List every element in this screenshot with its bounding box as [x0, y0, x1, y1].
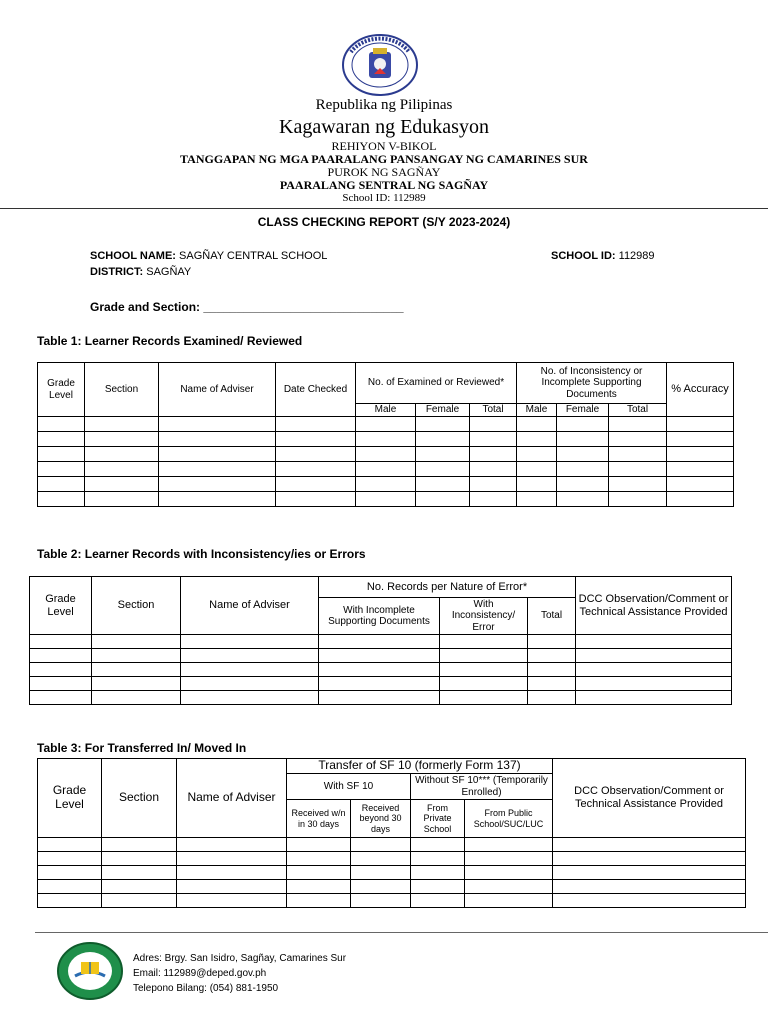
t1-cell[interactable] — [159, 447, 276, 462]
t1-cell[interactable] — [517, 417, 557, 432]
grade-section-field: Grade and Section: ______________________________ — [90, 300, 404, 314]
t1-cell[interactable] — [470, 462, 517, 477]
t1-female-header: Female — [416, 404, 470, 417]
t1-cell[interactable] — [85, 462, 159, 477]
t3-from-private-header: From Private School — [411, 800, 465, 838]
t1-total-header: Total — [470, 404, 517, 417]
t1-cell[interactable] — [557, 417, 609, 432]
t3-section-header: Section — [102, 759, 177, 838]
department-name: Kagawaran ng Edukasyon — [279, 116, 489, 138]
t2-cell[interactable] — [528, 649, 576, 663]
t3-row — [38, 866, 746, 880]
footer-contact — [133, 951, 346, 996]
t2-cell[interactable] — [576, 663, 732, 677]
t1-date-checked-header: Date Checked — [276, 363, 356, 417]
t1-cell[interactable] — [276, 477, 356, 492]
t3-cell[interactable] — [287, 880, 351, 894]
t1-row — [38, 477, 734, 492]
school-id-label: SCHOOL ID: — [551, 250, 616, 262]
t1-cell[interactable] — [557, 432, 609, 447]
t1-cell[interactable] — [38, 462, 85, 477]
t1-cell[interactable] — [159, 417, 276, 432]
t1-cell[interactable] — [470, 417, 517, 432]
table1 — [37, 362, 734, 507]
t2-cell[interactable] — [92, 677, 181, 691]
t3-cell[interactable] — [177, 866, 287, 880]
table3-caption: Table 3: For Transferred In/ Moved In — [37, 741, 247, 755]
t2-cell[interactable] — [440, 691, 528, 705]
t1-cell[interactable] — [609, 417, 667, 432]
t1-cell[interactable] — [470, 432, 517, 447]
school-id-line: School ID: 112989 — [342, 192, 426, 204]
t1-cell[interactable] — [159, 432, 276, 447]
t1-cell[interactable] — [667, 477, 734, 492]
t2-cell[interactable] — [30, 663, 92, 677]
t1-cell[interactable] — [517, 447, 557, 462]
t3-adviser-header: Name of Adviser — [177, 759, 287, 838]
t3-cell[interactable] — [553, 880, 746, 894]
t2-grade-level-header: Grade Level — [30, 577, 92, 635]
t1-cell[interactable] — [85, 492, 159, 507]
t3-cell[interactable] — [465, 852, 553, 866]
t1-total-header-2: Total — [609, 404, 667, 417]
district-field — [90, 266, 191, 278]
t1-cell[interactable] — [667, 462, 734, 477]
t2-cell[interactable] — [440, 677, 528, 691]
t3-cell[interactable] — [553, 894, 746, 908]
t3-cell[interactable] — [177, 838, 287, 852]
t3-cell[interactable] — [411, 866, 465, 880]
t3-from-public-header: From Public School/SUC/LUC — [465, 800, 553, 838]
t2-inconsistency-header: With Inconsistency/ Error — [440, 598, 528, 635]
t3-row — [38, 894, 746, 908]
republic-line: Republika ng Pilipinas — [315, 97, 453, 113]
t1-cell[interactable] — [470, 492, 517, 507]
t2-cell[interactable] — [528, 663, 576, 677]
t2-cell[interactable] — [92, 649, 181, 663]
t3-cell[interactable] — [465, 894, 553, 908]
office-line: TANGGAPAN NG MGA PAARALANG PANSANGAY NG CAMARINES SUR — [180, 152, 588, 166]
t1-cell[interactable] — [557, 462, 609, 477]
school-logo — [57, 942, 123, 1000]
t3-cell[interactable] — [102, 880, 177, 894]
footer-email: Email: 112989@deped.gov.ph — [133, 968, 267, 979]
t3-cell[interactable] — [465, 838, 553, 852]
report-title: CLASS CHECKING REPORT (S/Y 2023-2024) — [257, 215, 511, 229]
t2-cell[interactable] — [181, 635, 319, 649]
t1-cell[interactable] — [416, 477, 470, 492]
t2-cell[interactable] — [319, 677, 440, 691]
t3-cell[interactable] — [553, 838, 746, 852]
t1-row — [38, 492, 734, 507]
t1-cell[interactable] — [356, 477, 416, 492]
t2-cell[interactable] — [576, 691, 732, 705]
t1-cell[interactable] — [416, 462, 470, 477]
t1-male-header-2: Male — [517, 404, 557, 417]
t2-row — [30, 649, 732, 663]
t3-cell[interactable] — [351, 852, 411, 866]
table3 — [37, 758, 746, 908]
t3-cell[interactable] — [287, 838, 351, 852]
t3-without-sf10-header: Without SF 10*** (Temporarily Enrolled) — [411, 774, 553, 800]
t1-cell[interactable] — [38, 447, 85, 462]
t1-row — [38, 432, 734, 447]
t3-cell[interactable] — [287, 866, 351, 880]
t3-cell[interactable] — [351, 866, 411, 880]
t1-cell[interactable] — [356, 432, 416, 447]
t3-cell[interactable] — [351, 838, 411, 852]
t3-cell[interactable] — [411, 894, 465, 908]
t1-cell[interactable] — [667, 432, 734, 447]
school-name-field — [90, 250, 327, 262]
t2-cell[interactable] — [181, 649, 319, 663]
t2-cell[interactable] — [576, 635, 732, 649]
t3-grade-level-header: Grade Level — [38, 759, 102, 838]
t3-cell[interactable] — [102, 866, 177, 880]
t1-adviser-header: Name of Adviser — [159, 363, 276, 417]
t1-cell[interactable] — [470, 447, 517, 462]
t1-cell[interactable] — [517, 477, 557, 492]
t2-cell[interactable] — [30, 677, 92, 691]
t3-cell[interactable] — [351, 880, 411, 894]
t2-cell[interactable] — [181, 677, 319, 691]
t2-cell[interactable] — [92, 663, 181, 677]
t1-cell[interactable] — [38, 432, 85, 447]
deped-seal-logo — [341, 34, 419, 96]
t2-cell[interactable] — [528, 677, 576, 691]
table1-caption: Table 1: Learner Records Examined/ Reviewed — [37, 334, 303, 348]
t2-cell[interactable] — [576, 649, 732, 663]
t1-inconsistency-header: No. of Inconsistency or Incomplete Supporting Documents — [517, 363, 667, 404]
t2-cell[interactable] — [181, 663, 319, 677]
footer-phone: Telepono Bilang: (054) 881-1950 — [133, 983, 279, 994]
t3-cell[interactable] — [553, 866, 746, 880]
t1-cell[interactable] — [356, 462, 416, 477]
t2-cell[interactable] — [319, 649, 440, 663]
t1-cell[interactable] — [38, 417, 85, 432]
t3-cell[interactable] — [287, 894, 351, 908]
t1-cell[interactable] — [557, 492, 609, 507]
t1-cell[interactable] — [609, 432, 667, 447]
t1-cell[interactable] — [609, 462, 667, 477]
t1-cell[interactable] — [416, 417, 470, 432]
t1-cell[interactable] — [416, 432, 470, 447]
t3-dcc-header: DCC Observation/Comment or Technical Assistance Provided — [553, 759, 746, 838]
t3-cell[interactable] — [411, 880, 465, 894]
t2-cell[interactable] — [440, 635, 528, 649]
t3-cell[interactable] — [177, 880, 287, 894]
t2-cell[interactable] — [92, 635, 181, 649]
t2-cell[interactable] — [319, 635, 440, 649]
footer-address: Adres: Brgy. San Isidro, Sagñay, Camarines Sur — [133, 953, 347, 964]
t1-cell[interactable] — [356, 492, 416, 507]
t3-cell[interactable] — [38, 880, 102, 894]
t1-cell[interactable] — [557, 477, 609, 492]
district-value: SAGÑAY — [146, 266, 192, 278]
t3-cell[interactable] — [38, 894, 102, 908]
t1-cell[interactable] — [517, 462, 557, 477]
t1-examined-header: No. of Examined or Reviewed* — [356, 363, 517, 404]
t1-cell[interactable] — [38, 477, 85, 492]
t3-cell[interactable] — [465, 866, 553, 880]
t2-cell[interactable] — [576, 677, 732, 691]
region-line: REHIYON V-BIKOL — [331, 139, 437, 153]
school-name-label: SCHOOL NAME: — [90, 250, 176, 262]
t1-row — [38, 417, 734, 432]
t3-row — [38, 880, 746, 894]
t3-cell[interactable] — [351, 894, 411, 908]
t3-with-sf10-header: With SF 10 — [287, 774, 411, 800]
t1-cell[interactable] — [159, 477, 276, 492]
t2-adviser-header: Name of Adviser — [181, 577, 319, 635]
t1-cell[interactable] — [557, 447, 609, 462]
t1-row — [38, 447, 734, 462]
t2-cell[interactable] — [30, 635, 92, 649]
t1-cell[interactable] — [416, 492, 470, 507]
t1-female-header-2: Female — [557, 404, 609, 417]
t1-cell[interactable] — [276, 432, 356, 447]
school-line: PAARALANG SENTRAL NG SAGÑAY — [279, 178, 489, 192]
t1-cell[interactable] — [356, 417, 416, 432]
t3-cell[interactable] — [102, 894, 177, 908]
school-name-value: SAGÑAY CENTRAL SCHOOL — [179, 250, 328, 262]
t1-cell[interactable] — [85, 477, 159, 492]
t3-cell[interactable] — [177, 894, 287, 908]
t1-male-header: Male — [356, 404, 416, 417]
t1-section-header: Section — [85, 363, 159, 417]
t3-cell[interactable] — [287, 852, 351, 866]
district-label: DISTRICT: — [90, 266, 144, 278]
t3-cell[interactable] — [38, 838, 102, 852]
t2-row — [30, 663, 732, 677]
t3-row — [38, 852, 746, 866]
t1-cell[interactable] — [159, 492, 276, 507]
t3-cell[interactable] — [411, 838, 465, 852]
school-id-value: 112989 — [618, 250, 655, 262]
t2-cell[interactable] — [30, 691, 92, 705]
t3-cell[interactable] — [553, 852, 746, 866]
t1-cell[interactable] — [356, 447, 416, 462]
t1-cell[interactable] — [416, 447, 470, 462]
t2-cell[interactable] — [528, 691, 576, 705]
t3-cell[interactable] — [411, 852, 465, 866]
t3-cell[interactable] — [102, 852, 177, 866]
t1-cell[interactable] — [609, 447, 667, 462]
t1-cell[interactable] — [159, 462, 276, 477]
t3-cell[interactable] — [465, 880, 553, 894]
t1-cell[interactable] — [276, 417, 356, 432]
t3-cell[interactable] — [38, 866, 102, 880]
t1-accuracy-header: % Accuracy — [667, 363, 734, 417]
footer-divider — [35, 932, 768, 933]
t2-section-header: Section — [92, 577, 181, 635]
t3-transfer-header: Transfer of SF 10 (formerly Form 137) — [287, 759, 553, 774]
t2-cell[interactable] — [528, 635, 576, 649]
t2-cell[interactable] — [30, 649, 92, 663]
t2-dcc-header: DCC Observation/Comment or Technical Assistance Provided — [576, 577, 732, 635]
t3-cell[interactable] — [38, 852, 102, 866]
t1-cell[interactable] — [276, 492, 356, 507]
t3-row — [38, 838, 746, 852]
t1-cell[interactable] — [517, 492, 557, 507]
t2-row — [30, 635, 732, 649]
t3-cell[interactable] — [102, 838, 177, 852]
t1-cell[interactable] — [667, 492, 734, 507]
t2-cell[interactable] — [440, 663, 528, 677]
t1-grade-level-header: Grade Level — [38, 363, 85, 417]
t1-cell[interactable] — [85, 447, 159, 462]
t1-cell[interactable] — [276, 447, 356, 462]
table2-caption: Table 2: Learner Records with Inconsistency/ies or Errors — [37, 547, 366, 561]
t1-cell[interactable] — [517, 432, 557, 447]
t2-incomplete-header: With Incomplete Supporting Documents — [319, 598, 440, 635]
t1-row — [38, 462, 734, 477]
t1-cell[interactable] — [276, 462, 356, 477]
header-divider — [0, 208, 768, 209]
t1-cell[interactable] — [38, 492, 85, 507]
t2-cell[interactable] — [319, 663, 440, 677]
t1-cell[interactable] — [667, 417, 734, 432]
t3-received-30-header: Received w/n in 30 days — [287, 800, 351, 838]
t1-cell[interactable] — [667, 447, 734, 462]
t1-cell[interactable] — [85, 417, 159, 432]
t3-received-beyond-header: Received beyond 30 days — [351, 800, 411, 838]
t2-row — [30, 677, 732, 691]
t2-total-header: Total — [528, 598, 576, 635]
school-id-field — [551, 250, 655, 262]
t2-cell[interactable] — [440, 649, 528, 663]
t2-cell[interactable] — [181, 691, 319, 705]
t1-cell[interactable] — [609, 477, 667, 492]
t2-cell[interactable] — [319, 691, 440, 705]
district-line: PUROK NG SAGÑAY — [327, 165, 441, 179]
table2 — [29, 576, 732, 705]
t2-cell[interactable] — [92, 691, 181, 705]
t1-cell[interactable] — [85, 432, 159, 447]
t1-cell[interactable] — [609, 492, 667, 507]
t3-cell[interactable] — [177, 852, 287, 866]
t1-cell[interactable] — [470, 477, 517, 492]
t2-row — [30, 691, 732, 705]
t2-nature-header: No. Records per Nature of Error* — [319, 577, 576, 598]
